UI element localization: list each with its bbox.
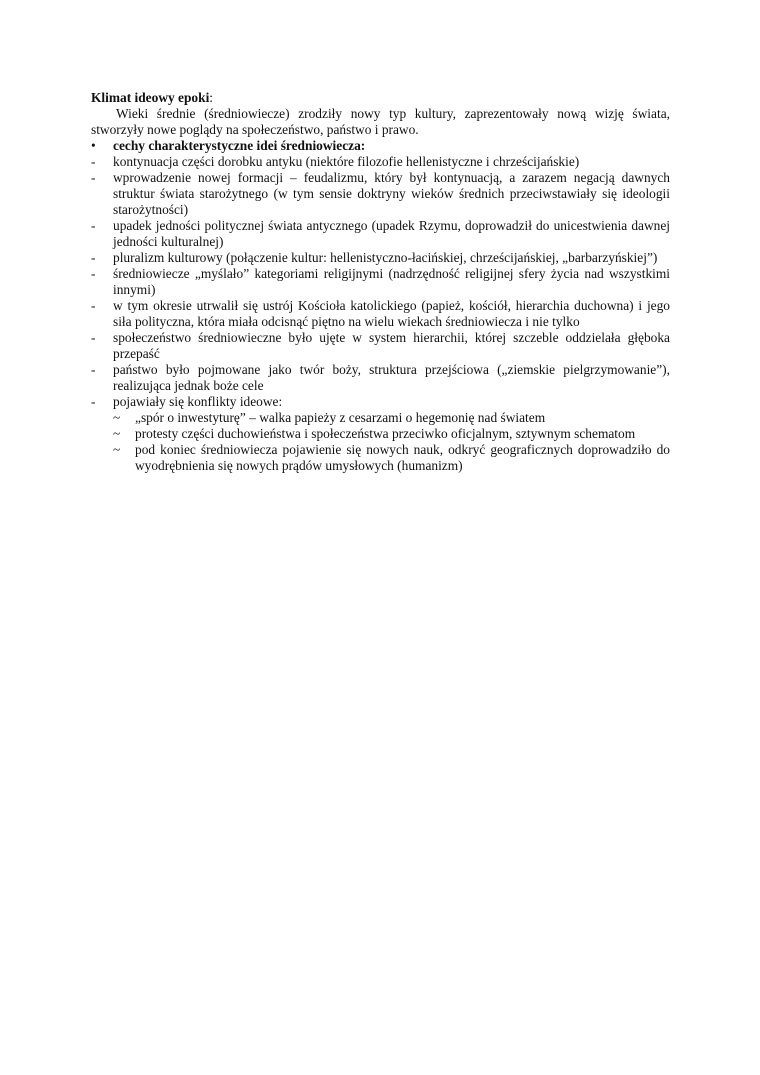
section-heading [91,90,670,106]
list-item-text: średniowiecze „myślało” kategoriami religijnymi (nadrzędność religijnej sfery życia nad wszystkimi innymi) [113,266,670,297]
sublist-item-text: pod koniec średniowiecza pojawienie się nowych nauk, odkryć geograficznych doprowadziło do wyodrębnienia się nowych prądów umysłowych (humanizm) [135,442,670,473]
tilde-marker: ~ [113,426,121,441]
list-item [91,250,670,266]
characteristics-list [91,154,670,474]
dash-marker: - [91,250,96,265]
list-item [91,170,670,218]
list-item [91,298,670,330]
list-item [91,330,670,362]
dash-marker: - [91,170,96,185]
sublist-item [113,410,670,426]
list-item [91,218,670,250]
list-item [91,154,670,170]
list-item-text: wprowadzenie nowej formacji – feudalizmu, który był kontynuacją, a zarazem negacją dawnych struktur świata starożytnego (w tym sensie doktryny wieków średnich przeciwstawiały się ideologii starożytności) [113,170,670,217]
list-item-text: pojawiały się konflikty ideowe: [113,394,283,409]
conflicts-sublist [113,410,670,474]
list-item-text: państwo było pojmowane jako twór boży, struktura przejściowa („ziemskie pielgrzymowanie”), realizująca jednak boże cele [113,362,670,393]
dash-marker: - [91,218,96,233]
bullet-icon: • [91,138,96,153]
intro-paragraph: Wieki średnie (średniowiecze) zrodziły nowy typ kultury, zaprezentowały nową wizję świata, stworzyły nowe poglądy na społeczeństwo, państwo i prawo. [91,106,670,137]
list-item [91,362,670,394]
heading-title: Klimat ideowy epoki [91,90,210,105]
characteristics-colon: : [360,138,366,153]
characteristics-title: cechy charakterystyczne idei średniowiecza [113,138,361,153]
dash-marker: - [91,154,96,169]
list-item-text: upadek jedności politycznej świata antycznego (upadek Rzymu, doprowadził do unicestwienia dawnej jedności kulturalnej) [113,218,670,249]
tilde-marker: ~ [113,442,121,457]
tilde-marker: ~ [113,410,121,425]
list-item-text: w tym okresie utrwalił się ustrój Kościoła katolickiego (papież, kościół, hierarchia duchowna) i jego siła polityczna, która miała odcisnąć piętno na wielu wiekach średniowiecza i nie tylko [113,298,670,329]
dash-marker: - [91,330,96,345]
list-item [91,266,670,298]
dash-marker: - [91,362,96,377]
dash-marker: - [91,266,96,281]
list-item-text: kontynuacja części dorobku antyku (niektóre filozofie hellenistyczne i chrześcijańskie) [113,154,580,169]
dash-marker: - [91,394,96,409]
sublist-item [113,426,670,442]
list-item-text: pluralizm kulturowy (połączenie kultur: hellenistyczno-łacińskiej, chrześcijańskiej, „barbarzyńskiej”) [113,250,658,265]
list-item [91,394,670,474]
characteristics-heading [91,138,670,154]
sublist-item-text: protesty części duchowieństwa i społeczeństwa przeciwko oficjalnym, sztywnym schematom [135,426,636,441]
document-body [91,90,670,474]
list-item-text: społeczeństwo średniowieczne było ujęte w system hierarchii, której szczeble oddzielała głęboka przepaść [113,330,670,361]
sublist-item-text: „spór o inwestyturę” – walka papieży z cesarzami o hegemonię nad światem [135,410,546,425]
sublist-item [113,442,670,474]
heading-colon: : [209,90,214,105]
dash-marker: - [91,298,96,313]
